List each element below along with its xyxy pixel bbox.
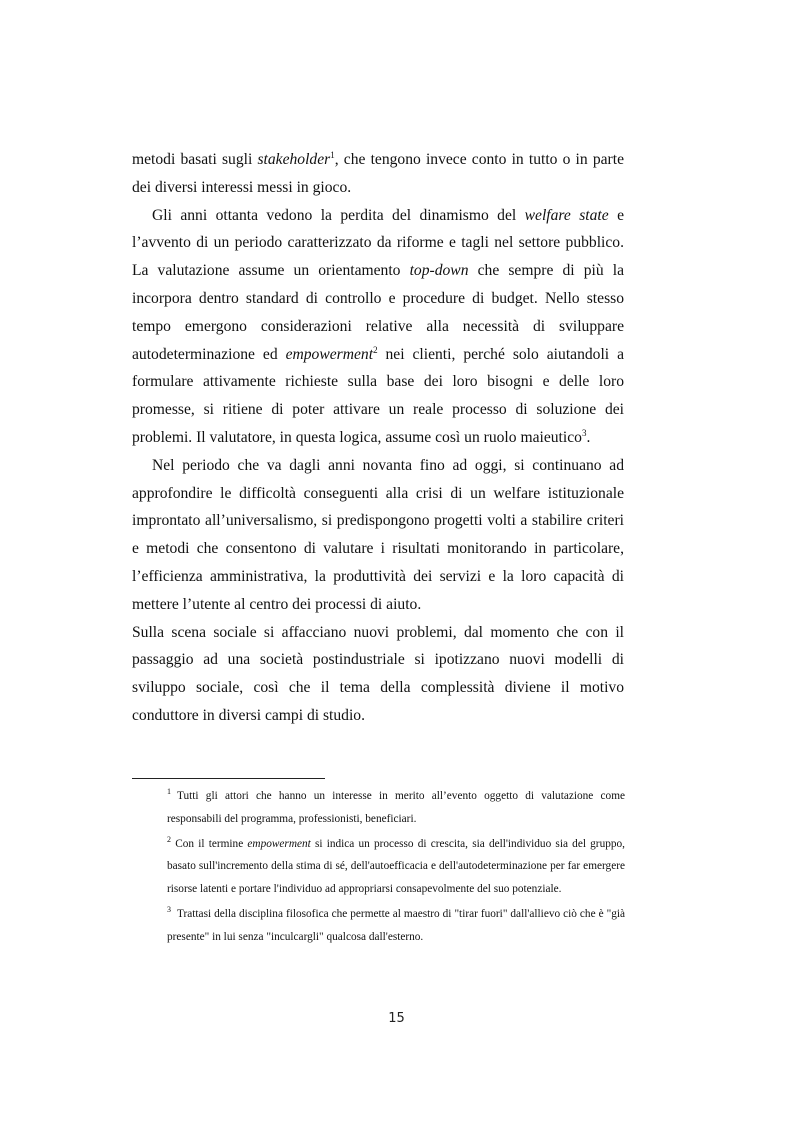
paragraph-2 [132,202,624,452]
footnote-ref-1: 1 [330,149,335,160]
paragraph-3: Nel periodo che va dagli anni novanta fino ad oggi, si continuano ad approfondire le difficoltà conseguenti alla crisi di un welfare istituzionale improntato all’universalismo, si predispongono progetti volti a stabilire criteri e metodi che consentono di valutare i risultati monitorando in particolare, l’efficienza amministrativa, la produttività dei servizi e la loro capacità di mettere l’utente al centro dei processi di aiuto. [132,456,624,613]
footnote-text: Con il termine [175,837,248,850]
text-span: che sempre di più la incorpora dentro standard di controllo e procedure di budget. Nello stesso tempo emergono considerazioni relative alla necessità di sviluppare autodeterminazione ed [132,262,624,363]
text-span: Gli anni ottanta vedono la perdita del dinamismo del [152,206,525,224]
footnote-3 [167,903,625,949]
footnote-1 [167,785,625,831]
paragraph-1 [132,146,624,202]
text-span: . [586,428,591,446]
footnote-divider [132,778,325,779]
footnote-number: 1 [167,787,171,797]
page-number: 15 [388,1011,405,1026]
text-span: , che tengono invece conto in tutto o in parte dei diversi interessi messi in gioco. [132,151,624,196]
body-text [132,146,624,730]
footnote-text: Trattasi della disciplina filosofica che permette al maestro di "tirar fuori" dall'allievo ciò che è "già presente" in lui senza "inculcargli" qualcosa dall'esterno. [167,907,625,943]
footnote-number: 2 [167,834,171,844]
term-stakeholder: stakeholder [257,151,331,168]
footnote-text: Tutti gli attori che hanno un interesse in merito all’evento oggetto di valutazione come responsabili del programma, professionisti, beneficiari. [167,790,625,825]
footnote-2 [167,833,625,901]
text-span: e l’avvento di un periodo caratterizzato da riforme e tagli nel settore pubblico. La valutazione assume un orientamento [132,206,625,280]
footnote-ref-3: 3 [581,427,587,438]
text-span: nei clienti, perché solo aiutandoli a formulare attivamente richieste sulla base dei loro bisogni e delle loro promesse, si ritiene di poter attivare un reale processo di soluzione dei problemi. Il valutatore, in questa logica, assume così un ruolo maieutico [132,345,624,446]
term-empowerment: empowerment [247,837,311,850]
paragraph-4: Sulla scena sociale si affacciano nuovi problemi, dal momento che con il passaggio ad una società postindustriale si ipotizzano nuovi modelli di sviluppo sociale, così che il tema della complessità diviene il motivo conduttore in diversi campi di studio. [132,623,624,724]
footnotes [167,785,625,951]
footnote-text: si indica un processo di crescita, sia dell'individuo sia del gruppo, basato sull'incremento della stima di sé, dell'autoefficacia e dell'autodeterminazione per far emergere risorse latenti e portare l'individuo ad appropriarsi consapevolmente del suo potenziale. [167,837,625,896]
text-span: metodi basati sugli [132,151,258,168]
footnote-number: 3 [167,905,171,915]
term-top-down: top-down [409,262,469,280]
term-empowerment: empowerment [285,345,374,363]
footnote-ref-2: 2 [373,344,378,355]
term-welfare-state: welfare state [524,206,609,224]
